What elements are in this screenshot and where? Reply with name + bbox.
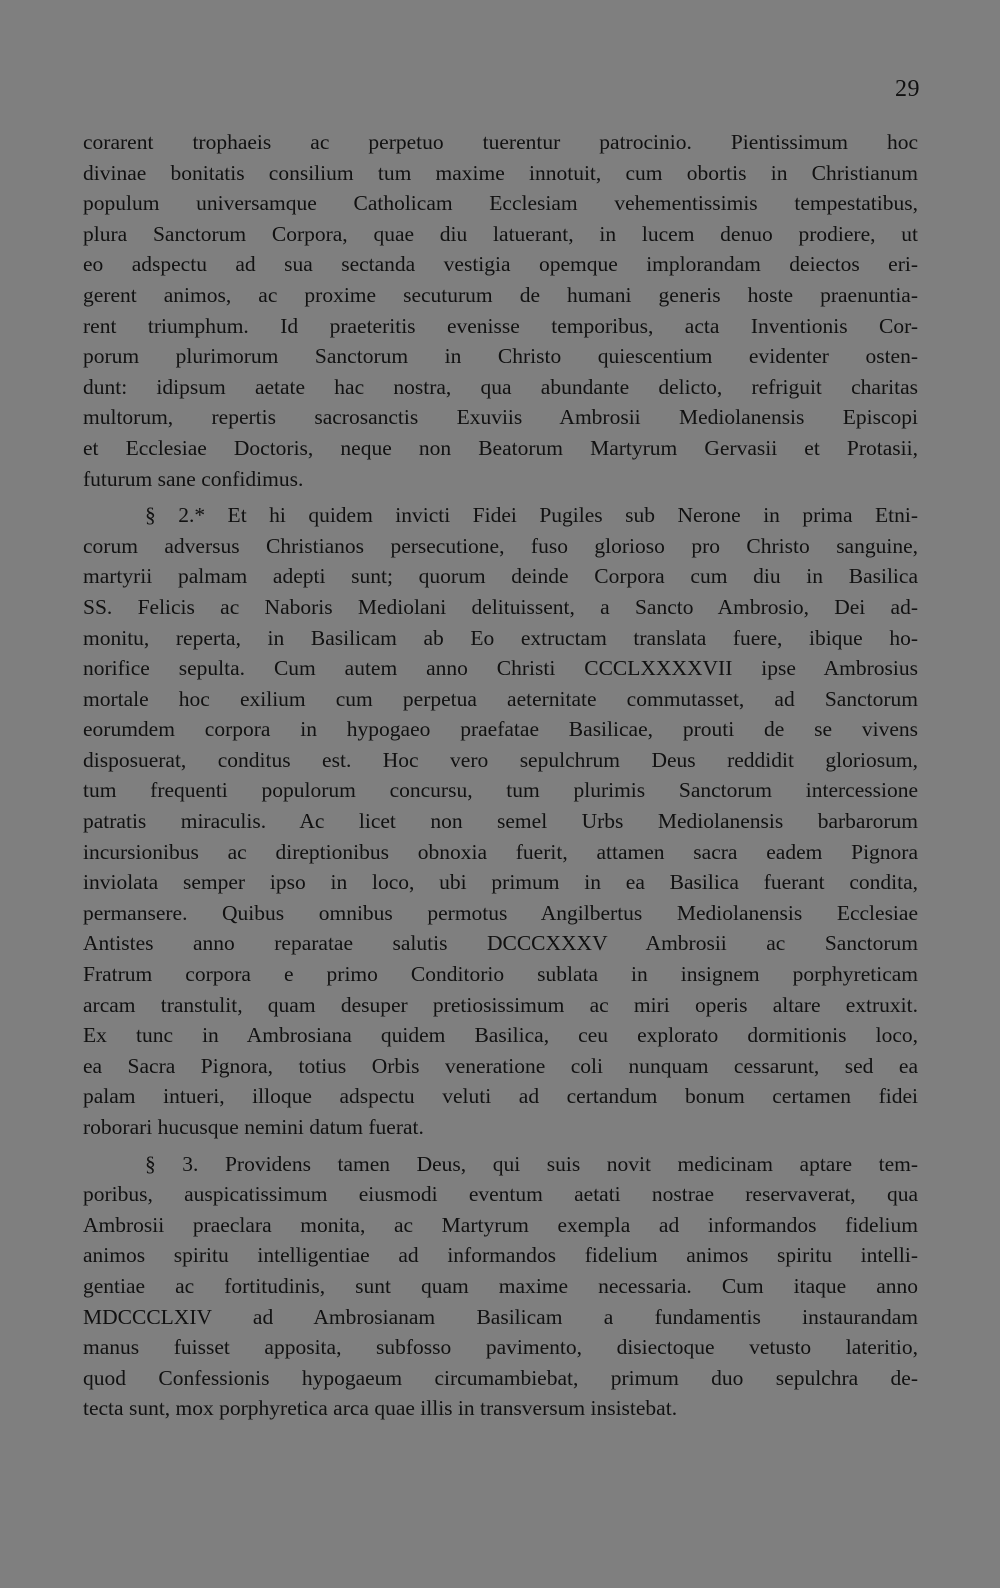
text-line: permansere. Quibus omnibus permotus Angilbertus Mediolanensis Ecclesiae bbox=[83, 900, 918, 925]
text-line: Fratrum corpora e primo Conditorio sublata in insignem porphyreticam bbox=[83, 962, 918, 987]
text-line: eorumdem corpora in hypogaeo praefatae Basilicae, prouti de se vivens bbox=[83, 717, 918, 742]
paragraph bbox=[83, 1149, 918, 1424]
page-number: 29 bbox=[895, 76, 920, 102]
text-line: MDCCCLXIV ad Ambrosianam Basilicam a fundamentis instaurandam bbox=[83, 1304, 918, 1329]
text-line: populum universamque Catholicam Ecclesiam vehementissimis tempestatibus, bbox=[83, 191, 918, 216]
text-line: quod Confessionis hypogaeum circumambiebat, primum duo sepulchra de- bbox=[83, 1365, 918, 1390]
text-line: mortale hoc exilium cum perpetua aeternitate commutasset, ad Sanctorum bbox=[83, 686, 918, 711]
text-line: inviolata semper ipso in loco, ubi primum in ea Basilica fuerant condita, bbox=[83, 870, 918, 895]
text-line: incursionibus ac direptionibus obnoxia fuerit, attamen sacra eadem Pignora bbox=[83, 839, 918, 864]
text-line: Ambrosii praeclara monita, ac Martyrum exempla ad informandos fidelium bbox=[83, 1212, 918, 1237]
text-line: futurum sane confidimus. bbox=[83, 466, 304, 491]
text-line: ea Sacra Pignora, totius Orbis veneratione coli nunquam cessarunt, sed ea bbox=[83, 1053, 918, 1078]
text-line: gerent animos, ac proxime secuturum de humani generis hoste praenuntia- bbox=[83, 282, 918, 307]
text-line: patratis miraculis. Ac licet non semel Urbs Mediolanensis barbarorum bbox=[83, 809, 918, 834]
paragraph bbox=[83, 500, 918, 1142]
text-line: palam intueri, illoque adspectu veluti ad certandum bonum certamen fidei bbox=[83, 1084, 918, 1109]
text-line: martyrii palmam adepti sunt; quorum deinde Corpora cum diu in Basilica bbox=[83, 564, 918, 589]
text-line: corarent trophaeis ac perpetuo tuerentur patrocinio. Pientissimum hoc bbox=[83, 130, 918, 154]
text-line: § 2.* Et hi quidem invicti Fidei Pugiles sub Nerone in prima Etni- bbox=[145, 503, 918, 528]
text-line: animos spiritu intelligentiae ad informandos fidelium animos spiritu intelli- bbox=[83, 1243, 918, 1268]
text-line: tecta sunt, mox porphyretica arca quae illis in transversum insistebat. bbox=[83, 1396, 678, 1421]
text-line: § 3. Providens tamen Deus, qui suis novit medicinam aptare tem- bbox=[145, 1151, 918, 1176]
text-line: tum frequenti populorum concursu, tum plurimis Sanctorum intercessione bbox=[83, 778, 918, 803]
text-line: norifice sepulta. Cum autem anno Christi CCCLXXXXVII ipse Ambrosius bbox=[83, 656, 918, 681]
text-line: dunt: idipsum aetate hac nostra, qua abundante delicto, refriguit charitas bbox=[83, 374, 918, 399]
paragraph bbox=[83, 127, 918, 494]
text-line: Ex tunc in Ambrosiana quidem Basilica, ceu explorato dormitionis loco, bbox=[83, 1023, 918, 1048]
text-line: Antistes anno reparatae salutis DCCCXXXV Ambrosii ac Sanctorum bbox=[83, 931, 918, 956]
body-text bbox=[83, 127, 918, 1424]
text-line: gentiae ac fortitudinis, sunt quam maxime necessaria. Cum itaque anno bbox=[83, 1273, 918, 1298]
text-line: et Ecclesiae Doctoris, neque non Beatorum Martyrum Gervasii et Protasii, bbox=[83, 435, 918, 460]
text-line: multorum, repertis sacrosanctis Exuviis Ambrosii Mediolanensis Episcopi bbox=[83, 405, 918, 430]
text-line: eo adspectu ad sua sectanda vestigia opemque implorandam deiectos eri- bbox=[83, 252, 918, 277]
text-line: plura Sanctorum Corpora, quae diu latuerant, in lucem denuo prodiere, ut bbox=[83, 221, 918, 246]
text-line: disposuerat, conditus est. Hoc vero sepulchrum Deus reddidit gloriosum, bbox=[83, 747, 918, 772]
text-line: divinae bonitatis consilium tum maxime innotuit, cum obortis in Christianum bbox=[83, 160, 918, 185]
text-line: porum plurimorum Sanctorum in Christo quiescentium evidenter osten- bbox=[83, 344, 918, 369]
text-line: arcam transtulit, quam desuper pretiosissimum ac miri operis altare extruxit. bbox=[83, 992, 918, 1017]
text-line: rent triumphum. Id praeteritis evenisse temporibus, acta Inventionis Cor- bbox=[83, 313, 918, 338]
text-line: poribus, auspicatissimum eiusmodi eventum aetati nostrae reservaverat, qua bbox=[83, 1182, 918, 1207]
text-line: monitu, reperta, in Basilicam ab Eo extructam translata fuere, ibique ho- bbox=[83, 625, 918, 650]
text-line: roborari hucusque nemini datum fuerat. bbox=[83, 1115, 424, 1139]
text-line: corum adversus Christianos persecutione, fuso glorioso pro Christo sanguine, bbox=[83, 533, 918, 558]
text-line: manus fuisset apposita, subfosso pavimento, disiectoque vetusto lateritio, bbox=[83, 1335, 918, 1360]
text-line: SS. Felicis ac Naboris Mediolani delituissent, a Sancto Ambrosio, Dei ad- bbox=[83, 594, 918, 619]
